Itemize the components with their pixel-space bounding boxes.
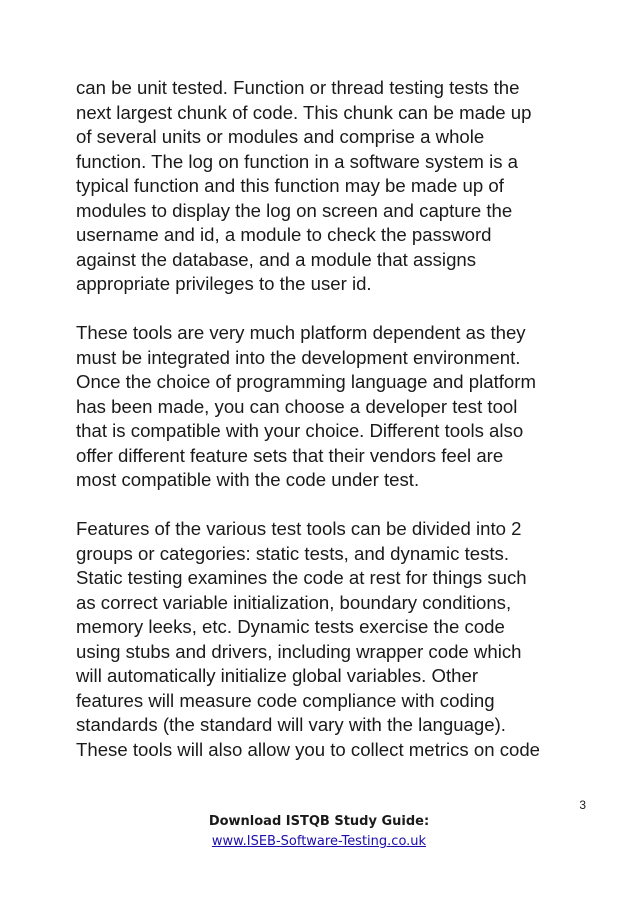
footer-title: Download ISTQB Study Guide: — [208, 814, 430, 829]
text-line: has been made, you can choose a developer test tool — [76, 395, 518, 417]
footer — [0, 812, 638, 852]
text-line: function. The log on function in a software system is a — [76, 150, 519, 172]
text-line: modules to display the log on screen and capture the — [76, 199, 513, 221]
text-line: These tools are very much platform dependent as they — [76, 322, 526, 343]
page-number: 3 — [579, 798, 586, 812]
text-line: standards (the standard will vary with the language). — [76, 714, 506, 735]
text-line: Features of the various test tools can be divided into 2 — [76, 518, 522, 539]
text-line: can be unit tested. Function or thread testing tests the — [76, 77, 520, 98]
paragraph-spacer — [76, 493, 596, 518]
text-line: features will measure code compliance with coding — [76, 689, 495, 711]
body-text — [76, 76, 596, 762]
footer-link[interactable]: www.ISEB-Software-Testing.co.uk — [211, 834, 427, 849]
text-line: must be integrated into the development environment. — [76, 346, 521, 368]
text-line: will automatically initialize global variables. Other — [76, 665, 479, 686]
text-line: Once the choice of programming language and platform — [76, 371, 536, 392]
text-line: of several units or modules and comprise a whole — [76, 126, 485, 147]
text-line: username and id, a module to check the password — [76, 224, 492, 245]
text-line: memory leeks, etc. Dynamic tests exercise the code — [76, 616, 505, 637]
text-line: as correct variable initialization, boundary conditions, — [76, 591, 512, 613]
text-line: using stubs and drivers, including wrapper code which — [76, 640, 522, 662]
text-line: appropriate privileges to the user id. — [76, 273, 372, 294]
text-line: next largest chunk of code. This chunk can be made up — [76, 101, 532, 123]
paragraph-spacer — [76, 297, 596, 322]
text-line: groups or categories: static tests, and dynamic tests. — [76, 542, 510, 564]
text-line: that is compatible with your choice. Different tools also — [76, 420, 524, 441]
paragraph-2 — [76, 321, 596, 493]
paragraph-3 — [76, 517, 596, 762]
text-line: These tools will also allow you to collect metrics on code — [76, 738, 541, 760]
text-line: Static testing examines the code at rest for things such — [76, 567, 527, 588]
text-line: offer different feature sets that their vendors feel are — [76, 444, 504, 466]
text-line: against the database, and a module that assigns — [76, 248, 477, 270]
text-line: typical function and this function may be made up of — [76, 175, 504, 196]
text-line: most compatible with the code under test. — [76, 469, 420, 490]
paragraph-1 — [76, 76, 596, 297]
